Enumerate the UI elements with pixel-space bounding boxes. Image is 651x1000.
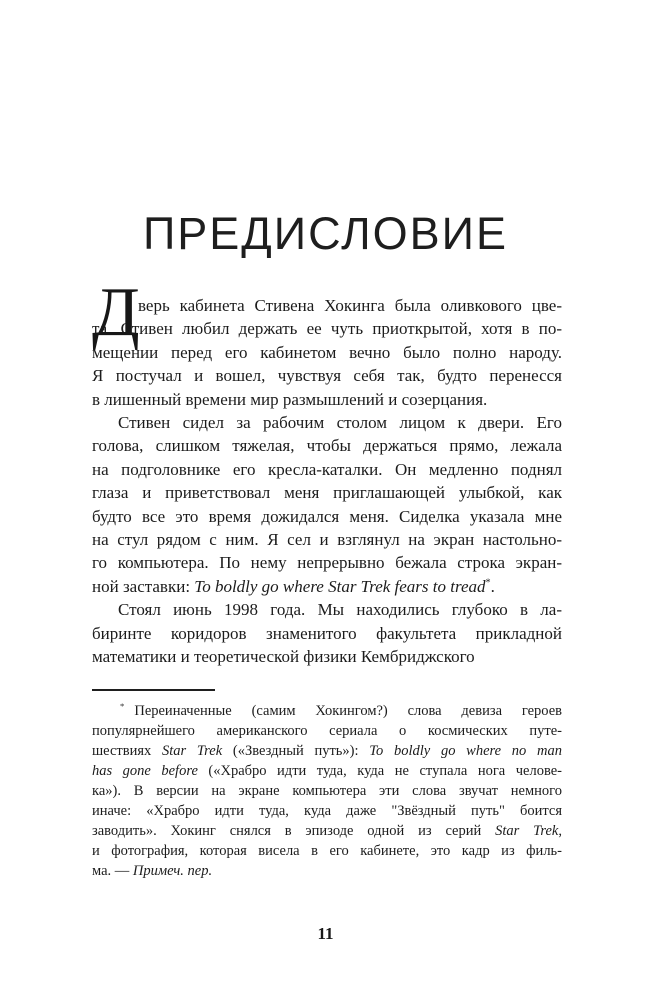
text-run: ной заставки: (92, 576, 195, 596)
text-line (92, 505, 562, 528)
text-line (92, 761, 562, 781)
text-run: го компьютера. По нему непрерывно бежала строка экран- (92, 553, 562, 573)
text-line (92, 781, 562, 801)
text-run: на стул рядом с ним. Я сел и взглянул на экран настольно- (92, 530, 562, 550)
text-run: и фотография, которая висела в его кабинете, это кадр из филь- (92, 843, 562, 859)
text-run: верь кабинета Стивена Хокинга была оливкового цве- (138, 296, 562, 315)
text-run: заводить». Хокинг снялся в эпизоде одной из серий (92, 823, 496, 839)
text-line (92, 388, 562, 411)
text-run: та. Стивен любил держать ее чуть приоткрытой, хотя в по- (92, 319, 562, 339)
text-run: . (490, 576, 495, 596)
footnote-ref-marker: * (120, 701, 125, 712)
text-run: Примеч. пер. (132, 863, 213, 879)
text-line (92, 481, 562, 504)
text-line (92, 341, 562, 364)
text-line (92, 861, 562, 881)
text-run: Star Trek (162, 743, 223, 759)
text-run: мещении перед его кабинетом вечно было полно народу. (92, 342, 562, 362)
text-line (92, 645, 562, 668)
footnote-ref-marker: * (485, 577, 491, 589)
text-line (92, 598, 562, 621)
text-run: биринте коридоров знаменитого факультета прикладной (92, 623, 562, 643)
text-line (92, 841, 562, 861)
text-line (92, 622, 562, 645)
text-run: голова, слишком тяжелая, чтобы держаться прямо, лежала (92, 436, 562, 456)
dropcap: Д (92, 274, 140, 351)
text-run: на подголовнике его кресла-каталки. Он медленно поднял (92, 459, 562, 479)
text-line (92, 821, 562, 841)
text-run: («Храбро идти туда, куда не ступала нога челове- (197, 763, 562, 779)
text-run: ка»). В версии на экране компьютера эти слова звучат немного (92, 783, 562, 799)
paragraph (92, 274, 562, 411)
body-text (92, 274, 562, 669)
text-line (92, 721, 562, 741)
text-line (92, 701, 562, 721)
text-line (92, 364, 562, 387)
text-run: To boldly go where no man (369, 743, 563, 759)
text-line (92, 575, 562, 598)
text-run: To boldly go where Star Trek fears to tread (194, 576, 486, 596)
text-run: ма. — (92, 863, 133, 879)
text-run: шествиях (92, 743, 162, 759)
text-run: has gone before (92, 763, 198, 779)
text-run: глаза и приветствовал меня приглашающей улыбкой, как (92, 483, 562, 503)
text-line (92, 528, 562, 551)
text-run: математики и теоретической физики Кембриджского (92, 647, 475, 667)
footnote-separator (92, 689, 215, 691)
text-run: популярнейшего американского сериала о космических путе- (92, 723, 562, 739)
text-run: Стоял июнь 1998 года. Мы находились глубоко в ла- (118, 600, 562, 620)
text-run: Я постучал и вошел, чувствуя себя так, будто перенесся (92, 366, 562, 386)
text-line (92, 741, 562, 761)
text-run: («Звездный путь»): (222, 743, 370, 759)
page-title: ПРЕДИСЛОВИЕ (142, 208, 509, 260)
text-line (92, 551, 562, 574)
paragraph (92, 411, 562, 598)
footnote (92, 701, 562, 881)
text-line (92, 317, 562, 340)
text-line (92, 411, 562, 434)
page-number: 11 (317, 924, 334, 943)
text-run: Star Trek (495, 823, 559, 839)
text-line (92, 801, 562, 821)
text-run: иначе: «Храбро идти туда, куда даже "Звёздный путь" боится (92, 803, 562, 819)
text-run: Стивен сидел за рабочим столом лицом к двери. Его (118, 413, 562, 433)
paragraph (92, 598, 562, 668)
text-run: , (558, 823, 562, 839)
text-line (92, 458, 562, 481)
text-line (92, 434, 562, 457)
text-run: в лишенный времени мир размышлений и созерцания. (92, 389, 488, 409)
text-line (92, 294, 562, 317)
text-run: Переиначенные (самим Хокингом?) слова девиза героев (134, 703, 562, 719)
text-run: будто все это время дожидался меня. Сиделка указала мне (92, 506, 562, 526)
